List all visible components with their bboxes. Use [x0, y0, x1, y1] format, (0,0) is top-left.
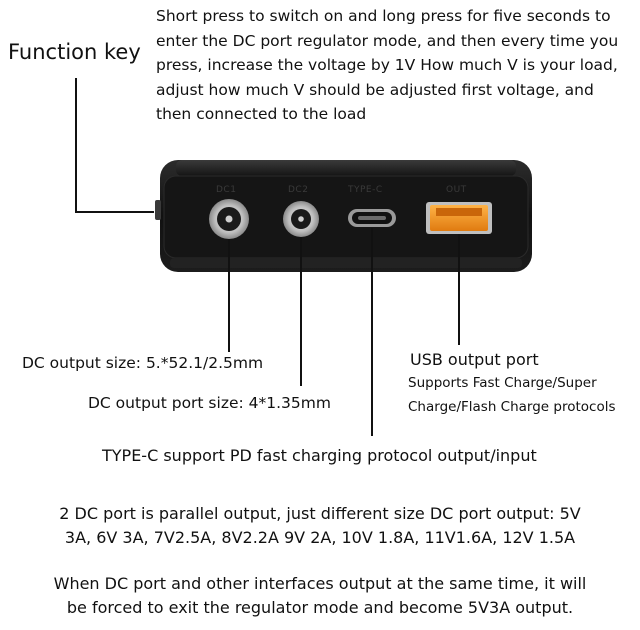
port-label-dc2: DC2	[288, 185, 309, 195]
intro-line: then connected to the load	[156, 105, 367, 123]
intro-line: Short press to switch on and long press for five seconds to	[156, 7, 611, 25]
regulator-mode-note	[0, 572, 640, 620]
intro-line: press, increase the voltage by 1V How much V is your load,	[156, 56, 618, 74]
intro-line: adjust how much V should be adjusted first voltage, and	[156, 80, 594, 99]
usb-output-title: USB output port	[410, 350, 539, 369]
port-label-typec: TYPE-C	[348, 185, 383, 195]
note-line: When DC port and other interfaces output at the same time, it will	[53, 574, 587, 593]
usb-out-port	[426, 202, 492, 234]
dc-output-size-label: DC output size: 5.*52.1/2.5mm	[22, 354, 264, 372]
port-label-dc1: DC1	[216, 185, 237, 195]
note-line: be forced to exit the regulator mode and become 5V3A output.	[66, 598, 574, 617]
intro-paragraph	[156, 4, 640, 127]
typec-port	[348, 209, 396, 227]
dc-port-size-label: DC output port size: 4*1.35mm	[88, 394, 331, 412]
function-key-button[interactable]	[155, 200, 161, 220]
intro-line: enter the DC port regulator mode, and then every time you	[156, 31, 619, 50]
note-line: 2 DC port is parallel output, just different size DC port output: 5V	[59, 504, 581, 523]
note-line: 3A, 6V 3A, 7V2.5A, 8V2.2A 9V 2A, 10V 1.8A, 11V1.6A, 12V 1.5A	[64, 528, 576, 547]
dc2-port	[283, 201, 319, 237]
function-key-label: Function key	[8, 40, 141, 64]
typec-support-label: TYPE-C support PD fast charging protocol output/input	[102, 446, 537, 465]
parallel-output-note	[0, 502, 640, 550]
port-label-out: OUT	[446, 185, 467, 195]
usb-output-desc: Charge/Flash Charge protocols	[408, 399, 616, 415]
dc1-port	[209, 199, 249, 239]
usb-output-desc: Supports Fast Charge/Super	[408, 375, 597, 391]
